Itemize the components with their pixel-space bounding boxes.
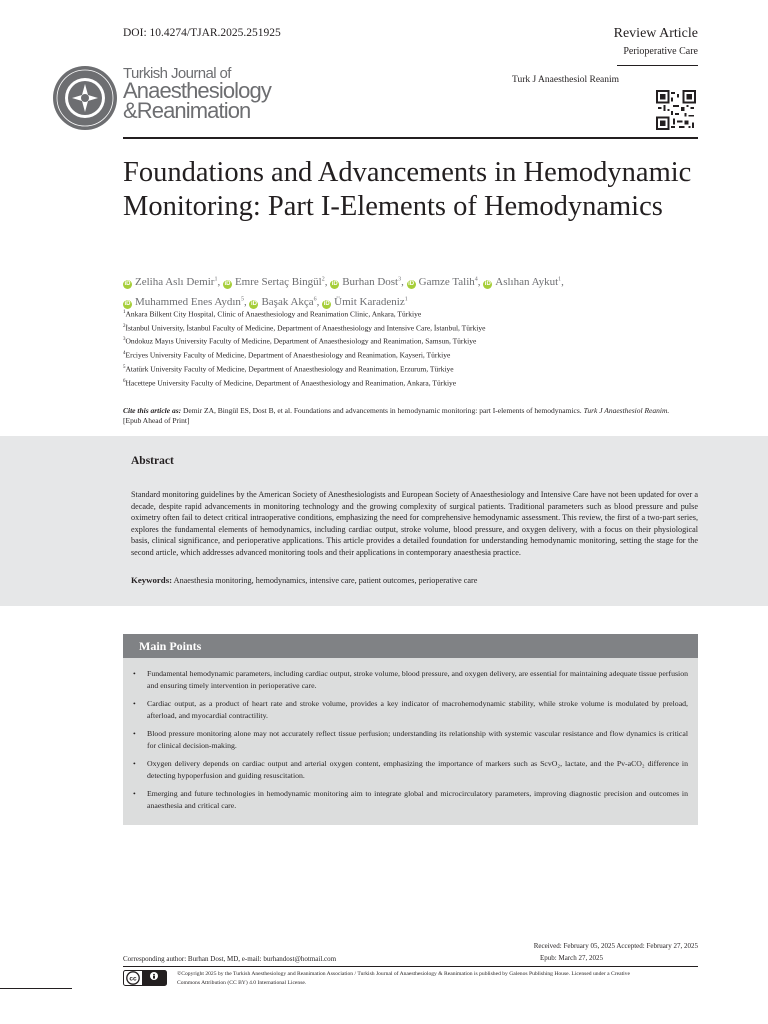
author: iD Burhan Dost$^3$, [331, 275, 407, 288]
affiliation-text: Ondokuz Mayıs University Faculty of Medicine, Department of Anaesthesiology and Reanimation, Samsun, Türkiye [125, 336, 477, 346]
affiliation-marker: 1 [123, 310, 126, 315]
header-divider [123, 137, 698, 139]
author: iD Aslıhan Aykut$^1$, [484, 275, 564, 288]
article-section: Perioperative Care [623, 46, 698, 57]
citation-journal: Turk J Anaesthesiol Reanim. [583, 406, 670, 415]
main-point [133, 758, 688, 781]
citation [123, 406, 698, 426]
author: iD Başak Akça$^6$, [250, 296, 323, 309]
affiliation-marker: 2 [123, 323, 126, 329]
main-point-text: Blood pressure monitoring alone may not accurately reflect tissue perfusion; understanding its relationship with systemic vascular resistance and flow dynamics is critical for clinical decision-making. [147, 729, 688, 750]
affiliation-list [123, 307, 713, 389]
affiliation [123, 307, 713, 321]
abstract-text: Standard monitoring guidelines by the American Society of Anesthesiologists and European Society of Anaesthesiology and Intensive Care have not been updated for over a decade, despite rapid advancements in monitoring technology and the growing complexity of surgical patients. Traditional parameters such as blood pressure and pulse oximetry often fail to detect critical intraoperative conditions, emphasizing the need for comprehensive hemodynamic assessment. This review, the first of a two-part series, explores the fundamental elements of hemodynamics, including cardiac output, stroke volume, blood pressure, and oxygen delivery, with a focus on their physiological basis, clinical significance, and perioperative applications. This article provides a detailed foundation for understanding hemodynamic monitoring, setting the stage for the second article, which addresses advanced monitoring tools and their applications in contemporary anaesthesia practice. [131, 490, 698, 557]
author-name[interactable]: Zeliha Aslı Demir [135, 275, 215, 288]
author-affiliation-marker: 5 [240, 296, 244, 303]
footer-divider [123, 966, 698, 967]
citation-suffix: [Epub Ahead of Print] [123, 416, 190, 425]
affiliation-marker: 4 [123, 351, 126, 357]
abstract-heading: Abstract [131, 455, 174, 467]
author-affiliation-marker: 4 [474, 276, 478, 282]
affiliation [123, 362, 713, 376]
author-affiliation-marker: 3 [398, 276, 402, 282]
journal-abbreviation: Turk J Anaesthesiol Reanim [512, 75, 620, 85]
orcid-icon[interactable]: iD [484, 280, 491, 287]
author-name[interactable]: Muhammed Enes Aydın [135, 296, 241, 309]
affiliation-marker: 5 [123, 364, 126, 370]
main-points-heading: Main Points [139, 639, 202, 653]
affiliation [123, 348, 713, 362]
affiliation-text: Ankara Bilkent City Hospital, Clinic of Anaesthesiology and Reanimation Clinic, Ankara, Türkiye [125, 309, 422, 319]
author-affiliation-marker: 1 [214, 276, 218, 282]
orcid-icon[interactable]: iD [408, 280, 415, 287]
keywords-text: Anaesthesia monitoring, hemodynamics, intensive care, patient outcomes, perioperative care [173, 576, 478, 585]
affiliation-marker: 6 [123, 378, 126, 384]
author-affiliation-marker: 1 [404, 296, 408, 303]
main-point [133, 728, 688, 751]
author-affiliation-marker: 2 [321, 276, 325, 282]
main-point [133, 788, 688, 811]
article-title: Foundations and Advancements in Hemodynamic Monitoring: Part I-Elements of Hemodynamics [123, 157, 692, 222]
author-name[interactable]: Ümit Karadeniz [334, 296, 405, 309]
author: iD Gamze Talih$^4$, [408, 275, 484, 288]
orcid-icon[interactable]: iD [250, 301, 257, 308]
received-accepted-dates: Received: February 05, 2025 Accepted: February 27, 2025 [533, 942, 698, 950]
author: iD Emre Sertaç Bingül$^2$, [224, 275, 331, 288]
svg-text:cc: cc [129, 975, 137, 983]
main-point-text: Emerging and future technologies in hemodynamic monitoring aim to integrate global and microcirculatory parameters, improving diagnostic precision and outcomes in anaesthesia and critical care. [147, 789, 688, 810]
bullet-icon: • [133, 699, 136, 708]
author-affiliation-marker: 6 [313, 296, 317, 303]
keywords-label: Keywords: [131, 575, 173, 585]
author-name[interactable]: Aslıhan Aykut [495, 275, 559, 288]
affiliation-text: Erciyes University Faculty of Medicine, Department of Anaesthesiology and Reanimation, Kayseri, Türkiye [125, 350, 451, 360]
header-divider-short [617, 65, 698, 66]
cc-by-license-icon[interactable] [123, 970, 167, 986]
journal-name-line3: &Reanimation [123, 98, 251, 123]
affiliation [123, 321, 713, 335]
main-point-text: Fundamental hemodynamic parameters, including cardiac output, stroke volume, blood pressure, and oxygen delivery, are essential for maintaining adequate tissue perfusion and ensuring timely intervention in perioperative care. [147, 669, 688, 690]
author-name[interactable]: Burhan Dost [342, 275, 399, 288]
main-points-box [123, 658, 698, 825]
affiliation [123, 334, 713, 348]
journal-name-line2: Anaesthesiology [123, 78, 271, 103]
epub-date: Epub: March 27, 2025 [540, 954, 603, 962]
citation-text: Demir ZA, Bingül ES, Dost B, et al. Foundations and advancements in hemodynamic monitoring: part I-elements of hemodynamics. [183, 406, 582, 415]
society-seal-logo [52, 65, 118, 131]
corresponding-author: Corresponding author: Burhan Dost, MD, e-mail: burhandost@hotmail.com [123, 955, 337, 963]
journal-name-line1: Turkish Journal of [123, 65, 231, 82]
journal-logo-text [123, 66, 271, 121]
qr-code [656, 90, 696, 130]
citation-label: Cite this article as: [123, 406, 182, 415]
affiliation-text: İstanbul University, İstanbul Faculty of Medicine, Department of Anaesthesiology and Intensive Care, İstanbul, Türkiye [125, 323, 486, 333]
bullet-icon: • [133, 759, 136, 768]
author: iD Muhammed Enes Aydın$^5$, [124, 296, 250, 309]
main-points-list [123, 658, 698, 811]
author-name[interactable]: Emre Sertaç Bingül [234, 275, 322, 288]
keywords [131, 575, 698, 585]
orcid-icon[interactable]: iD [224, 280, 231, 287]
orcid-icon[interactable]: iD [323, 301, 330, 308]
copyright-notice: ©Copyright 2025 by the Turkish Anesthesiology and Reanimation Association / Turkish Journal of Anaesthesiology & Reanimation is published by Galenos Publishing House. Licensed under a Creative Commons Attribution (CC BY) 4.0 International License. [177, 971, 630, 986]
doi: DOI: 10.4274/TJAR.2025.251925 [123, 27, 281, 39]
author-name[interactable]: Başak Akça [261, 296, 314, 309]
affiliation-text: Atatürk University Faculty of Medicine, Department of Anaesthesiology and Reanimation, Erzurum, Türkiye [125, 364, 454, 374]
affiliation-marker: 3 [123, 337, 126, 343]
affiliation [123, 376, 713, 390]
article-type: Review Article [613, 26, 698, 41]
orcid-icon[interactable]: iD [331, 280, 338, 287]
author-list [123, 270, 713, 311]
orcid-icon[interactable]: iD [124, 280, 131, 287]
main-point [133, 668, 688, 691]
main-point [133, 698, 688, 721]
orcid-icon[interactable]: iD [124, 301, 131, 308]
main-point-text: Oxygen delivery depends on cardiac output and arterial oxygen content, emphasizing the importance of markers such as ScvO₂, lactate, and the Pv-aCO₂ difference in detecting hypoperfusion and guiding resuscitation. [147, 759, 688, 780]
affiliation-text: Hacettepe University Faculty of Medicine, Department of Anaesthesiology and Reanimation, Ankara, Türkiye [125, 378, 457, 388]
bullet-icon: • [133, 789, 136, 798]
main-points-header [123, 634, 698, 658]
corner-rule [0, 988, 72, 989]
author: iD Zeliha Aslı Demir$^1$, [124, 275, 223, 288]
bullet-icon: • [133, 669, 136, 678]
author-affiliation-marker: 1 [558, 276, 562, 282]
author-name[interactable]: Gamze Talih [418, 275, 475, 288]
main-point-text: Cardiac output, as a product of heart rate and stroke volume, provides a key indicator of macrohemodynamic stability, while stroke volume is modulated by preload, afterload, and myocardial contractility. [147, 699, 688, 720]
bullet-icon: • [133, 729, 136, 738]
